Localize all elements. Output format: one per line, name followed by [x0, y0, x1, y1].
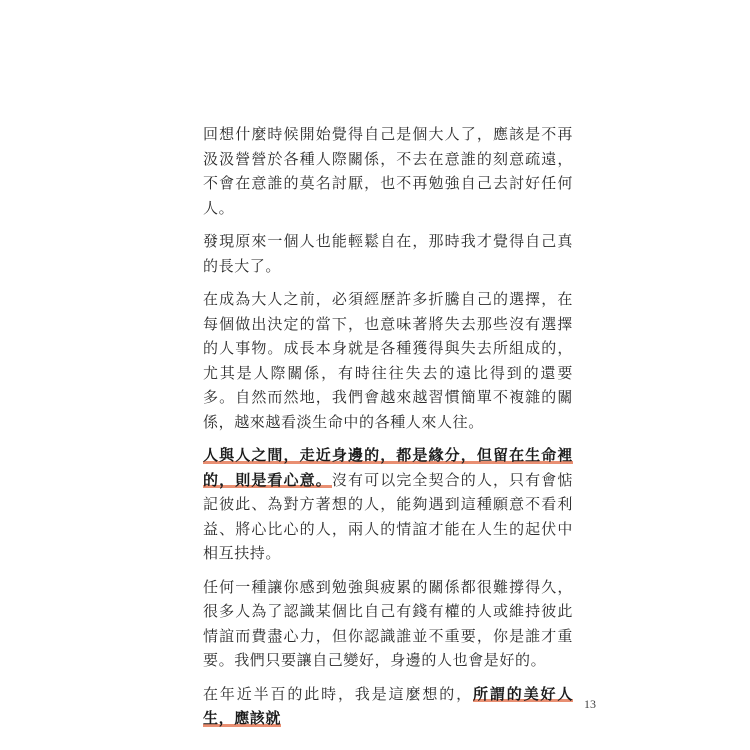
paragraph-2: [203, 229, 573, 278]
paragraph-6: [203, 682, 573, 731]
paragraph-text: 在成為大人之前，必須經歷許多折騰自己的選擇，在每個做出決定的當下，也意味著將失去那些沒有選擇的人事物。成長本身就是各種獲得與失去所組成的，尤其是人際關係，有時往往失去的遠比得到的還要多。自然而然地，我們會越來越習慣簡單不複雜的關係，越來越看淡生命中的各種人來人往。: [203, 290, 573, 431]
body-text: [203, 122, 573, 740]
page-number: 13: [584, 697, 596, 711]
paragraph-text: 回想什麼時候開始覺得自己是個大人了，應該是不再汲汲營營於各種人際關係，不去在意誰的刻意疏遠，不會在意誰的莫名討厭，也不再勉強自己去討好任何人。: [203, 125, 573, 217]
highlighted-quote: 人與人之間，走近身邊的，都是緣分，但留在生命裡的，則是看心意。: [203, 446, 573, 489]
paragraph-text: 發現原來一個人也能輕鬆自在，那時我才覺得自己真的長大了。: [203, 232, 573, 275]
paragraph-3: [203, 287, 573, 434]
paragraph-4: [203, 443, 573, 566]
paragraph-5: [203, 575, 573, 673]
paragraph-text: 任何一種讓你感到勉強與疲累的關係都很難撐得久，很多人為了認識某個比自己有錢有權的人或維持彼此情誼而費盡心力，但你認識誰並不重要，你是誰才重要。我們只要讓自己變好，身邊的人也會是好的。: [203, 577, 573, 669]
paragraph-text: 沒有可以完全契合的人，只有會惦記彼此、為對方著想的人，能夠遇到這種願意不看利益、將心比心的人，兩人的情誼才能在人生的起伏中相互扶持。: [203, 470, 573, 562]
paragraph-1: [203, 122, 573, 220]
highlighted-quote: 所謂的美好人生，應該就: [203, 684, 573, 727]
paragraph-text: 在年近半百的此時，我是這麼想的，: [203, 684, 474, 703]
